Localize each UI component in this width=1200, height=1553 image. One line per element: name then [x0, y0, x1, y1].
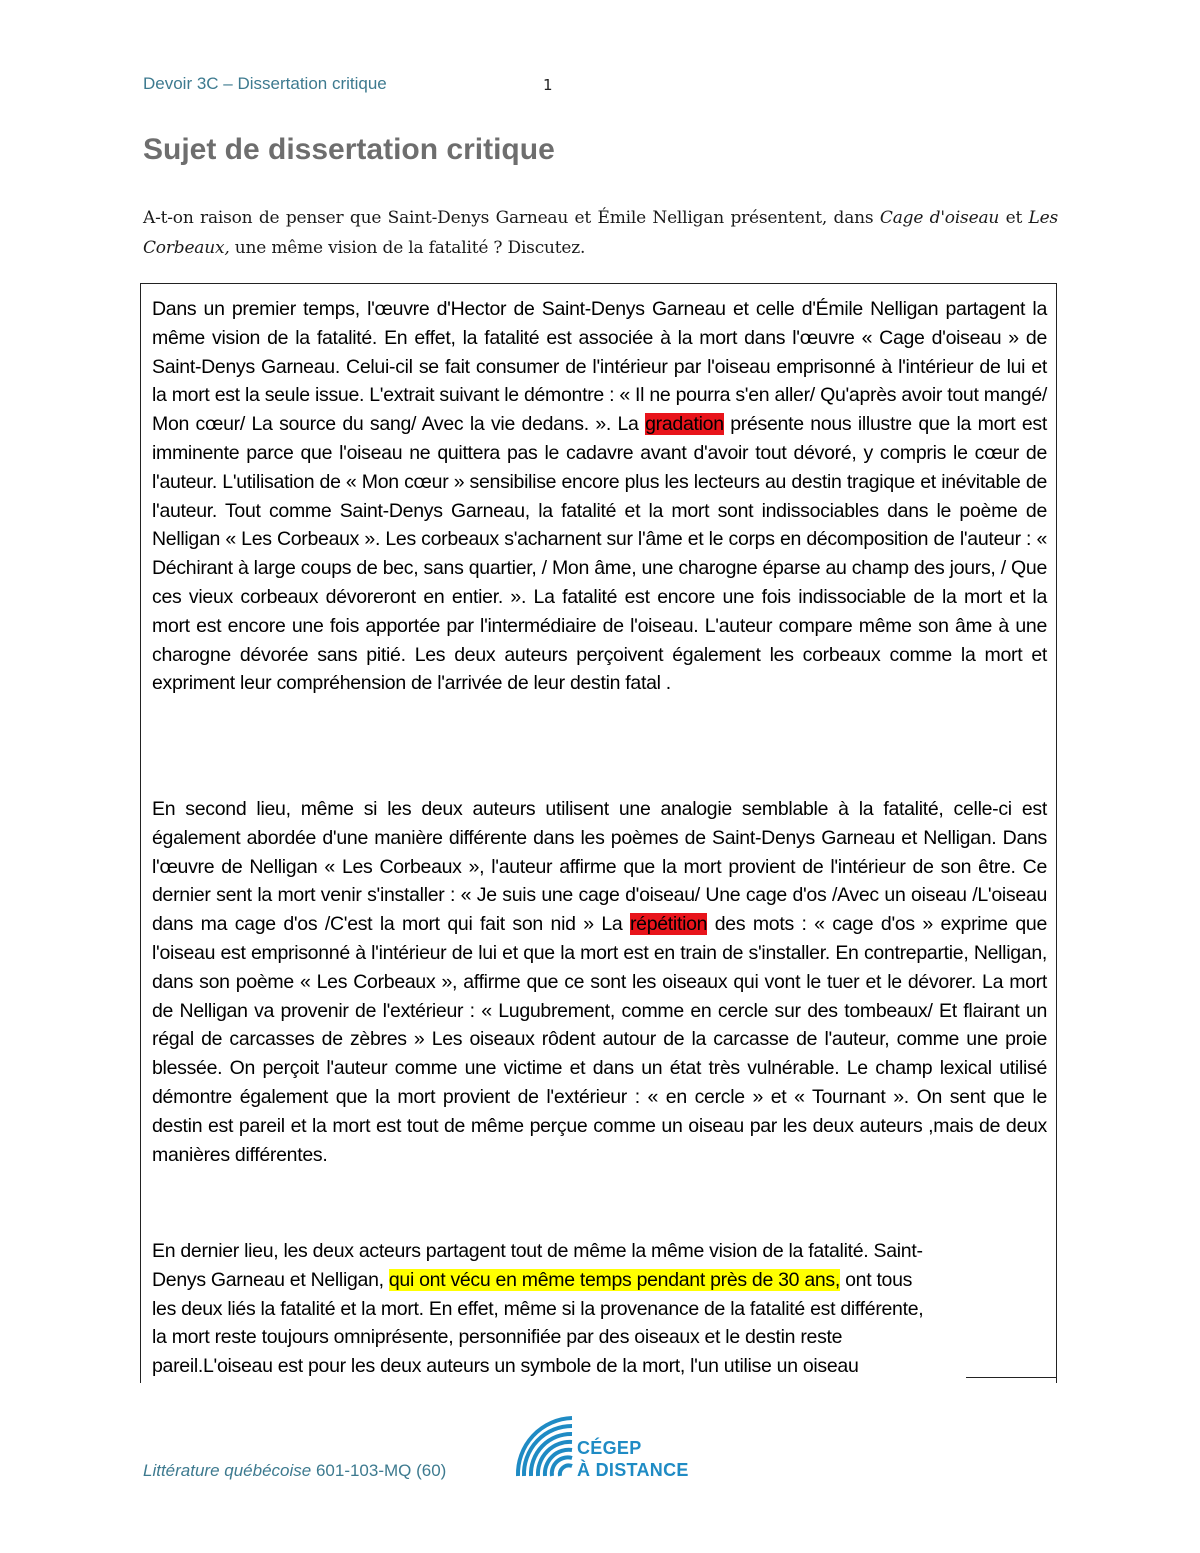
footer-course-code: 601-103-MQ (60)	[311, 1461, 447, 1480]
dissertation-question	[143, 203, 1058, 263]
paragraph-2	[152, 795, 1047, 1169]
document-heading: Sujet de dissertation critique	[143, 133, 555, 166]
paragraph-1-text-b: présente nous illustre que la mort est imminente parce que l'oiseau ne quittera pas le cadavre avant d'avoir tout dévoré, y compris le cœur de l'auteur. L'utilisation de « Mon cœur » sensibilise encore plus les lecteurs au destin tragique et inévitable de l'auteur. Tout comme Saint-Denys Garneau, la fatalité et la mort sont indissociables dans le poème de Nelligan « Les Corbeaux ». Les corbeaux s'acharnent sur l'âme et le corps en décomposition de l'auteur : « Déchirant à large coups de bec, sans quartier, / Mon âme, une charogne éparse au champ des jours, / Que ces vieux corbeaux dévoreront en entier. ». La fatalité est encore une fois indissociable de la mort et la mort est encore une fois apportée par l'intermédiaire de l'oiseau. L'auteur compare même son âme à une charogne dévorée sans pitié. Les deux auteurs perçoivent également les corbeaux comme la mort et expriment leur compréhension de l'arrivée de leur destin fatal .	[152, 413, 1048, 695]
fingerprint-arc-icon	[514, 1410, 576, 1480]
answer-box-corner	[140, 1362, 141, 1382]
question-text-1: A-t-on raison de penser que Saint-Denys Garneau et Émile Nelligan présentent, dans	[143, 208, 880, 228]
paragraph-3-line-2	[152, 1266, 1047, 1295]
paragraph-3-line-4: la mort reste toujours omniprésente, personnifiée par des oiseaux et le destin reste	[152, 1326, 843, 1349]
highlight-gradation: gradation	[645, 413, 724, 436]
question-work-title-1: Cage d'oiseau	[879, 208, 1000, 228]
paragraph-3-line-5: pareil.L'oiseau est pour les deux auteurs un symbole de la mort, l'un utilise un oiseau	[152, 1355, 859, 1378]
footer-course-name: Littérature québécoise	[143, 1461, 312, 1480]
page-header-title: Devoir 3C – Dissertation critique	[143, 74, 387, 93]
paragraph-3-line-2-text-a: Denys Garneau et Nelligan,	[152, 1268, 389, 1291]
logo-text-a-distance: À DISTANCE	[577, 1460, 689, 1480]
page-number: 1	[543, 76, 553, 94]
logo-text-cegep: CÉGEP	[577, 1438, 642, 1458]
cegep-a-distance-logo	[514, 1410, 714, 1480]
highlight-30-ans: qui ont vécu en même temps pendant près de 30 ans,	[388, 1268, 840, 1291]
question-text-2: et	[999, 208, 1029, 228]
paragraph-3	[152, 1237, 1047, 1381]
page-footer	[143, 1461, 446, 1481]
paragraph-2-text-b: des mots : « cage d'os » exprime que l'oiseau est emprisonné à l'intérieur de lui et que la mort est en train de s'installer. En contrepartie, Nelligan, dans son poème « Les Corbeaux », affirme que ce sont les oiseaux qui vont le tuer et le dévorer. La mort de Nelligan va provenir de l'extérieur : « Lugubrement, comme en cercle sur des tombeaux/ Et flairant un régal de carcasses de zèbres » Les oiseaux rôdent autour de la carcasse de l'auteur, comme une proie blessée. On perçoit l'auteur comme une victime et dans un état très vulnérable. Le champ lexical utilisé démontre également que la mort provient de l'extérieur : « en cercle » et « Tournant ». On sent que le destin est pareil et la mort est tout de même perçue comme un oiseau par les deux auteurs ,mais de deux manières différentes.	[152, 913, 1047, 1166]
paragraph-1	[152, 295, 1047, 698]
paragraph-3-line-2-text-b: ont tous	[840, 1268, 913, 1291]
paragraph-3-line-1: En dernier lieu, les deux acteurs partagent tout de même la même vision de la fatalité. Saint-	[152, 1240, 923, 1262]
paragraph-2-text-a: En second lieu, même si les deux auteurs utilisent une analogie semblable à la fatalité, celle-ci est également abordée d'une manière différente dans les poèmes de Saint-Denys Garneau et Nelligan. Dans l'œuvre de Nelligan « Les Corbeaux », l'auteur affirme que la mort provient de l'intérieur de son être. Ce dernier sent la mort venir s'installer : « Je suis une cage d'oiseau/ Une cage d'os /Avec un oiseau /L'oiseau dans ma cage d'os /C'est la mort qui fait son nid » La	[152, 798, 1047, 936]
paragraph-3-line-3: les deux liés la fatalité et la mort. En effet, même si la provenance de la fatalité est différente,	[152, 1297, 924, 1320]
question-work-title-2: Les Corbeaux,	[143, 208, 1058, 258]
paragraph-1-text-a: Dans un premier temps, l'œuvre d'Hector de Saint-Denys Garneau et celle d'Émile Nelligan partagent la même vision de la fatalité. En effet, la fatalité est associée à la mort dans l'œuvre « Cage d'oiseau » de Saint-Denys Garneau. Celui-cil se fait consumer de l'intérieur par l'oiseau emprisonné à l'intérieur de lui et la mort est la seule issue. L'extrait suivant le démontre : « Il ne pourra s'en aller/ Qu'après avoir tout mangé/ Mon cœur/ La source du sang/ Avec la vie dedans. ». La	[152, 298, 1047, 436]
highlight-repetition: répétition	[629, 913, 708, 936]
question-text-3: une même vision de la fatalité ? Discutez.	[229, 238, 586, 258]
